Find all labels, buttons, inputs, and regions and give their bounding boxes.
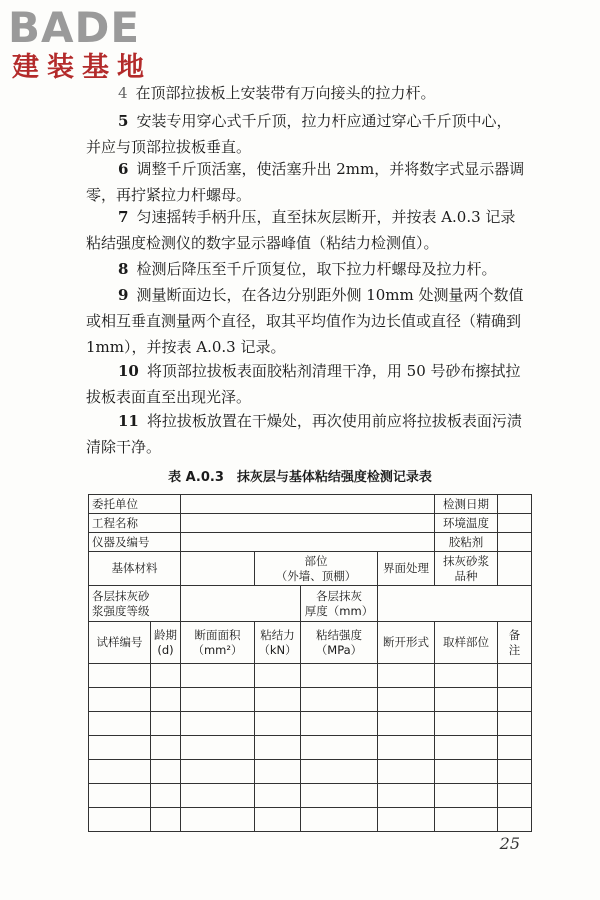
- table-row: [89, 808, 532, 832]
- paragraph-number: 7: [118, 208, 129, 226]
- col-area-text: 断面面积: [194, 627, 241, 642]
- table-cell[interactable]: [301, 688, 378, 712]
- table-cell[interactable]: [181, 784, 255, 808]
- col-sampling: 取样部位: [435, 622, 498, 664]
- paragraph-text: 安装专用穿心式千斤顶，拉力杆应通过穿心千斤顶中心，并应与顶部拉拔板垂直。: [86, 112, 512, 156]
- env-temp-value[interactable]: [498, 514, 532, 533]
- project-label: 工程名称: [89, 514, 181, 533]
- table-cell[interactable]: [89, 712, 151, 736]
- paragraph-text: 在顶部拉拔板上安装带有万向接头的拉力杆。: [135, 84, 436, 102]
- paragraph-5: [86, 108, 526, 160]
- table-row: [89, 495, 532, 514]
- col-area-unit: （mm²）: [192, 642, 243, 657]
- table-cell[interactable]: [89, 760, 151, 784]
- table-cell[interactable]: [498, 808, 532, 832]
- paragraph-number: 11: [118, 412, 139, 430]
- table-row: [89, 664, 532, 688]
- page-number: 25: [499, 834, 520, 853]
- mortar-type-text-2: 品种: [454, 568, 478, 583]
- paragraph-10: [86, 358, 526, 410]
- paragraph-number: 4: [118, 84, 128, 102]
- table-cell[interactable]: [181, 808, 255, 832]
- base-material-value[interactable]: [181, 552, 255, 586]
- paragraph-11: [86, 408, 526, 460]
- instrument-label: 仪器及编号: [89, 533, 181, 552]
- thickness-value[interactable]: [378, 586, 532, 622]
- paragraph-6: [86, 156, 526, 208]
- base-material-label: 基体材料: [89, 552, 181, 586]
- adhesive-label: 胶粘剂: [435, 533, 498, 552]
- table-cell[interactable]: [498, 688, 532, 712]
- col-area: [181, 622, 255, 664]
- thickness-text-2: 厚度（mm）: [304, 603, 374, 618]
- table-row: [89, 760, 532, 784]
- table-cell[interactable]: [181, 736, 255, 760]
- table-caption: 表 A.0.3 抹灰层与基体粘结强度检测记录表: [168, 470, 432, 485]
- table-cell[interactable]: [378, 688, 435, 712]
- paragraph-text: 将拉拔板放置在干燥处，再次使用前应将拉拔板表面污渍清除干净。: [86, 412, 522, 456]
- table-cell[interactable]: [301, 664, 378, 688]
- logo-subtext: 建装基地: [12, 52, 152, 83]
- paragraph-number: 5: [118, 112, 129, 130]
- col-age-unit: (d): [157, 642, 174, 657]
- adhesive-value[interactable]: [498, 533, 532, 552]
- paragraph-text: 匀速摇转手柄升压，直至抹灰层断开，并按表 A.0.3 记录粘结强度检测仪的数字显示器峰值（粘结力检测值）。: [86, 208, 516, 252]
- col-force-unit: （kN）: [258, 642, 297, 657]
- mortar-type-label: [435, 552, 498, 586]
- mortar-type-value[interactable]: [498, 552, 532, 586]
- table-cell[interactable]: [301, 784, 378, 808]
- col-age: [151, 622, 181, 664]
- table-cell[interactable]: [498, 712, 532, 736]
- table-cell[interactable]: [378, 784, 435, 808]
- strength-grade-value[interactable]: [181, 586, 301, 622]
- table-cell[interactable]: [435, 760, 498, 784]
- client-value[interactable]: [181, 495, 435, 514]
- table-cell[interactable]: [151, 760, 181, 784]
- test-date-value[interactable]: [498, 495, 532, 514]
- table-cell[interactable]: [255, 688, 301, 712]
- mortar-type-text-1: 抹灰砂浆: [443, 553, 489, 568]
- strength-grade-label: [89, 586, 181, 622]
- strength-grade-text-1: 各层抹灰砂: [92, 588, 150, 603]
- env-temp-label: 环境温度: [435, 514, 498, 533]
- col-remark-text-1: 备: [508, 627, 521, 642]
- col-strength-unit: （MPa）: [315, 642, 363, 657]
- instrument-value[interactable]: [181, 533, 435, 552]
- location-label: [255, 552, 378, 586]
- surface-treatment-label: 界面处理: [378, 552, 435, 586]
- table-cell[interactable]: [435, 712, 498, 736]
- table-cell[interactable]: [498, 784, 532, 808]
- paragraph-4: [86, 80, 526, 106]
- location-note: （外墙、顶棚）: [275, 568, 357, 583]
- table-cell[interactable]: [498, 664, 532, 688]
- thickness-text-1: 各层抹灰: [316, 588, 362, 603]
- table-cell[interactable]: [255, 736, 301, 760]
- table-cell[interactable]: [89, 664, 151, 688]
- paragraph-number: 10: [118, 362, 139, 380]
- table-cell[interactable]: [151, 688, 181, 712]
- col-strength-text: 粘结强度: [316, 627, 362, 642]
- table-cell[interactable]: [255, 712, 301, 736]
- table-row: [89, 736, 532, 760]
- paragraph-number: 9: [118, 286, 129, 304]
- table-cell[interactable]: [301, 760, 378, 784]
- table-cell[interactable]: [181, 688, 255, 712]
- table-cell[interactable]: [378, 664, 435, 688]
- table-cell[interactable]: [151, 736, 181, 760]
- table-cell[interactable]: [378, 808, 435, 832]
- paragraph-text: 将顶部拉拔板表面胶粘剂清理干净，用 50 号砂布擦拭拉拔板表面直至出现光泽。: [86, 362, 521, 406]
- table-cell[interactable]: [151, 784, 181, 808]
- table-cell[interactable]: [435, 688, 498, 712]
- paragraph-9: [86, 282, 526, 360]
- table-cell[interactable]: [151, 664, 181, 688]
- table-row: [89, 688, 532, 712]
- paragraph-text: 检测后降压至千斤顶复位，取下拉力杆螺母及拉力杆。: [136, 260, 497, 278]
- table-cell[interactable]: [301, 712, 378, 736]
- paragraph-number: 6: [118, 160, 129, 178]
- table-row: [89, 514, 532, 533]
- paragraph-text: 调整千斤顶活塞，使活塞升出 2mm，并将数字式显示器调零，再拧紧拉力杆螺母。: [86, 160, 525, 204]
- col-age-text: 龄期: [154, 627, 177, 642]
- table-cell[interactable]: [498, 736, 532, 760]
- project-value[interactable]: [181, 514, 435, 533]
- table-cell[interactable]: [378, 736, 435, 760]
- table-cell[interactable]: [181, 712, 255, 736]
- table-header-row: [89, 622, 532, 664]
- logo-text: BADE: [8, 3, 141, 52]
- col-remark: [498, 622, 532, 664]
- thickness-label: [301, 586, 378, 622]
- strength-grade-text-2: 浆强度等级: [92, 603, 150, 618]
- table-cell[interactable]: [89, 736, 151, 760]
- table-row: [89, 784, 532, 808]
- table-row: [89, 586, 532, 622]
- table-row: [89, 712, 532, 736]
- table-cell[interactable]: [255, 808, 301, 832]
- table-cell[interactable]: [89, 688, 151, 712]
- paragraph-7: [86, 204, 526, 256]
- table-cell[interactable]: [151, 808, 181, 832]
- col-failure: 断开形式: [378, 622, 435, 664]
- paragraph-number: 8: [118, 260, 129, 278]
- table-cell[interactable]: [301, 736, 378, 760]
- client-label: 委托单位: [89, 495, 181, 514]
- table-cell[interactable]: [181, 664, 255, 688]
- table-cell[interactable]: [435, 784, 498, 808]
- col-strength: [301, 622, 378, 664]
- table-cell[interactable]: [255, 664, 301, 688]
- table-cell[interactable]: [498, 760, 532, 784]
- table-cell[interactable]: [435, 664, 498, 688]
- table-cell[interactable]: [301, 808, 378, 832]
- col-force-text: 粘结力: [260, 627, 295, 642]
- col-remark-text-2: 注: [508, 642, 521, 657]
- table-cell[interactable]: [255, 784, 301, 808]
- col-sample-no: 试样编号: [89, 622, 151, 664]
- table-cell[interactable]: [181, 760, 255, 784]
- table-cell[interactable]: [435, 808, 498, 832]
- table-row: [89, 552, 532, 586]
- table-cell[interactable]: [151, 712, 181, 736]
- table-cell[interactable]: [255, 760, 301, 784]
- table-cell[interactable]: [378, 712, 435, 736]
- table-cell[interactable]: [378, 760, 435, 784]
- col-force: [255, 622, 301, 664]
- test-date-label: 检测日期: [435, 495, 498, 514]
- table-cell[interactable]: [89, 784, 151, 808]
- location-text: 部位: [304, 553, 328, 568]
- paragraph-8: [86, 256, 526, 282]
- record-table: [88, 494, 532, 832]
- table-row: [89, 533, 532, 552]
- table-cell[interactable]: [435, 736, 498, 760]
- table-cell[interactable]: [89, 808, 151, 832]
- paragraph-text: 测量断面边长，在各边分别距外侧 10mm 处测量两个数值或相互垂直测量两个直径，取其平均值作为边长值或直径（精确到 1mm），并按表 A.0.3 记录。: [86, 286, 524, 356]
